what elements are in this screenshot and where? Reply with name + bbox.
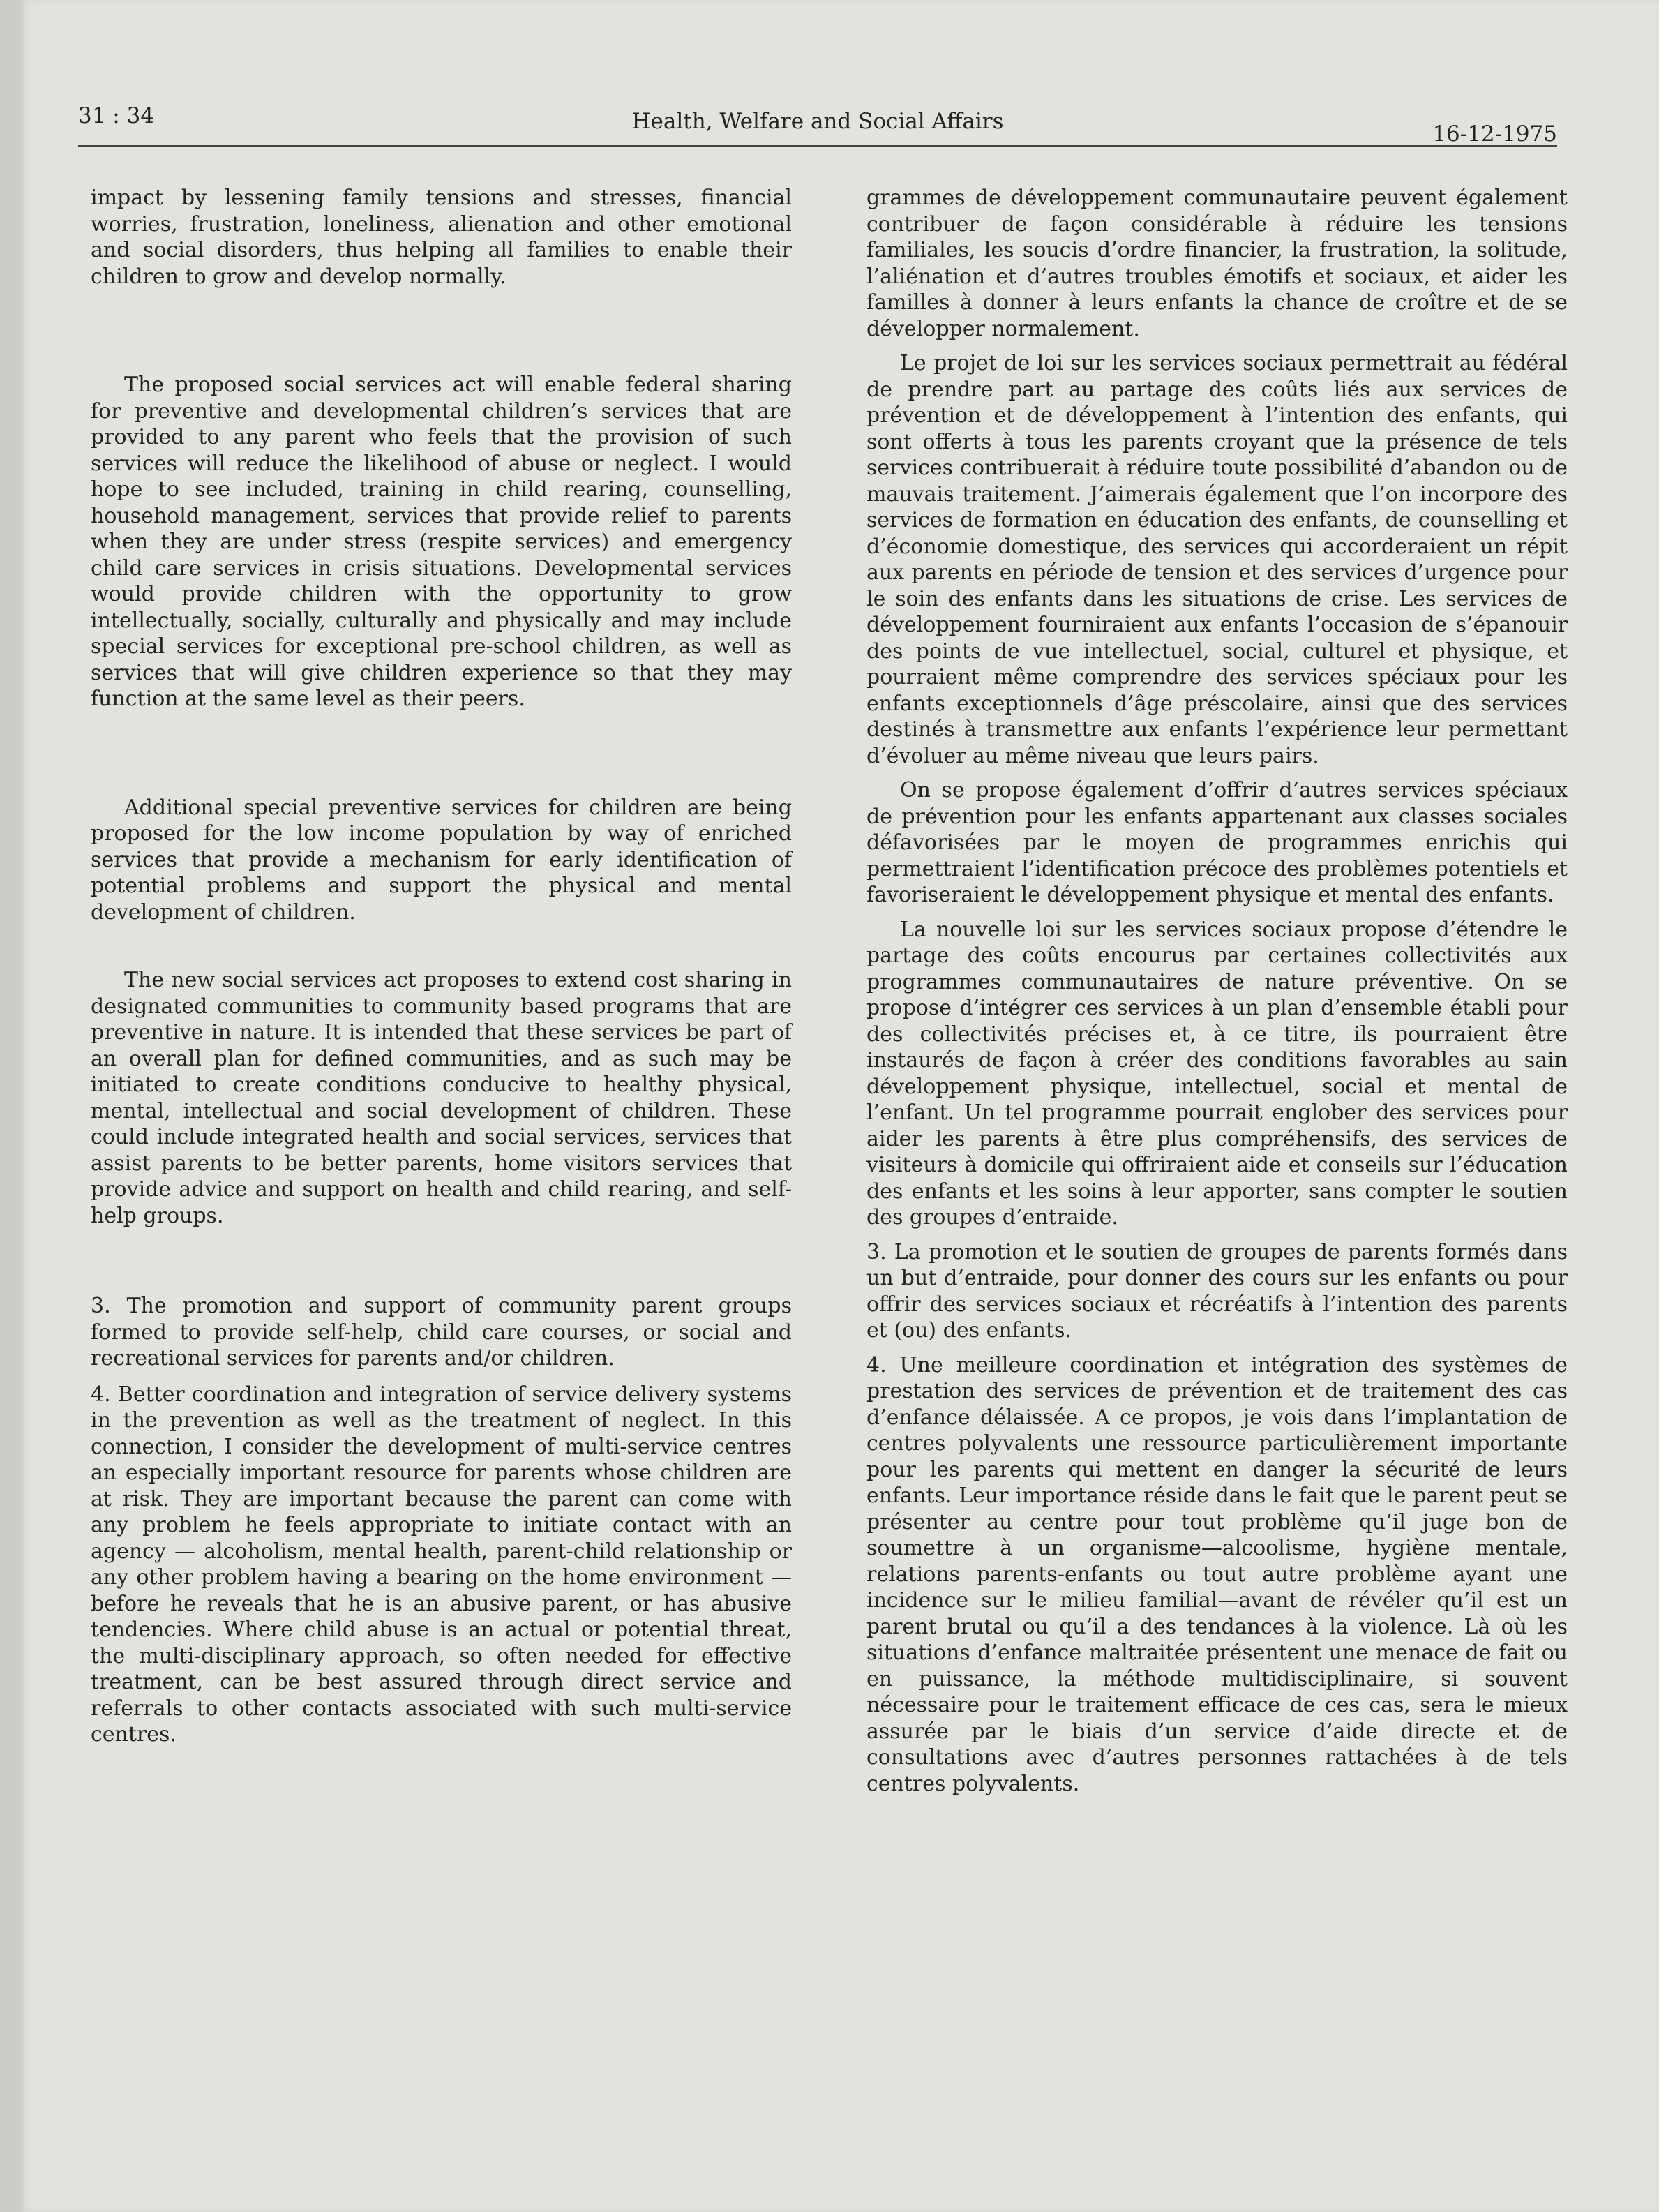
english-paragraph-4: The new social services act proposes to extend cost sharing in designated communities to community based programs that are preventive in nature. It is intended that these services be part of an overall plan for defined communities, and as such may be initiated to create conditions conducive to healthy physical, mental, intellectual and social development of children. These could include integrated health and social services, services that assist parents to be better parents, home visitors services that provide advice and support on health and child rearing, and self-help groups. — [91, 968, 792, 1228]
running-title: Health, Welfare and Social Affairs — [631, 109, 1004, 134]
english-column — [91, 185, 792, 1748]
page-date: 16-12-1975 — [1432, 121, 1557, 147]
french-paragraph-1: grammes de développement communautaire peuvent également contribuer de façon considérable à réduire les tensions familiales, les soucis d’ordre financier, la frustration, la solitude, l’aliénation et d’autres troubles émotifs et sociaux, et aider les familles à donner à leurs enfants la chance de croître et de se développer normalement. — [866, 186, 1568, 341]
french-paragraph-3: On se propose également d’offrir d’autres services spéciaux de prévention pour les enfants appartenant aux classes sociales défavorisées par le moyen de programmes enrichis qui permettraient l’identification précoce des problèmes potentiels et favoriseraient le développement physique et mental des enfants. — [866, 778, 1568, 907]
english-item-3: 3. The promotion and support of community parent groups formed to provide self-help, child care courses, or social and recreational services for parents and/or children. — [91, 1294, 792, 1370]
english-item-4: 4. Better coordination and integration of service delivery systems in the prevention as well as the treatment of neglect. In this connection, I consider the development of multi-service centres an especially important resource for parents whose children are at risk. They are important because the parent can come with any problem he feels appropriate to initiate contact with an agency — alcoholism, mental health, parent-child relationship or any other problem having a bearing on the home environment — before he reveals that he is an abusive parent, or has abusive tendencies. Where child abuse is an actual or potential threat, the multi-disciplinary approach, so often needed for effective treatment, can be best assured through direct service and referrals to other contacts associated with such multi-service centres. — [91, 1382, 792, 1747]
french-paragraph-2: Le projet de loi sur les services sociaux permettrait au fédéral de prendre part au partage des coûts liés aux services de prévention et de développement à l’intention des enfants, qui sont offerts à tous les parents croyant que la présence de tels services contribuerait à réduire toute possibilité d’abandon ou de mauvais traitement. J’aimerais également que l’on incorpore des services de formation en éducation des enfants, de counselling et d’économie domestique, des services qui accorderaient un répit aux parents en période de tension et des services d’urgence pour le soin des enfants dans les situations de crise. Les services de développement fourniraient aux enfants l’occasion de s’épanouir des points de vue intellectuel, social, culturel et physique, et pourraient même comprendre des services spéciaux pour les enfants exceptionnels d’âge préscolaire, ainsi que des services destinés à transmettre aux enfants l’expérience leur permettant d’évoluer au même niveau que leurs pairs. — [866, 351, 1568, 768]
french-item-3: 3. La promotion et le soutien de groupes de parents formés dans un but d’entraide, pour donner des cours sur les enfants ou pour offrir des services sociaux et récréatifs à l’intention des parents et (ou) des enfants. — [866, 1239, 1568, 1343]
english-paragraph-3: Additional special preventive services for children are being proposed for the low income population by way of enriched services that provide a mechanism for early identification of potential problems and support the physical and mental development of children. — [91, 795, 792, 925]
page-number: 31 : 34 — [78, 103, 155, 128]
french-item-4: 4. Une meilleure coordination et intégration des systèmes de prestation des services de prévention et de traitement des cas d’enfance délaissée. A ce propos, je vois dans l’implantation de centres polyvalents une ressource particulièrement importante pour les parents qui mettent en danger la sécurité de leurs enfants. Leur importance réside dans le fait que le parent peut se présenter au centre pour tout problème qu’il juge bon de soumettre à un organisme—alcoolisme, hygiène mentale, relations parents-enfants ou tout autre problème ayant une incidence sur le milieu familial—avant de révéler qu’il est un parent brutal ou qu’il a des tendances à la violence. Là où les situations d’enfance maltraitée présentent une menace de fait ou en puissance, la méthode multidisciplinaire, si souvent nécessaire pour le traitement efficace de ces cas, sera le mieux assurée par le biais d’un service d’aide directe et de consultations avec d’autres personnes rattachées à de tels centres polyvalents. — [866, 1352, 1568, 1796]
french-column — [866, 185, 1568, 1797]
document-page — [21, 0, 1659, 2212]
page-header — [78, 103, 1557, 147]
english-paragraph-1: impact by lessening family tensions and stresses, financial worries, frustration, loneliness, alienation and other emotional and social disorders, thus helping all families to enable their children to grow and develop normally. — [91, 186, 792, 289]
french-paragraph-4: La nouvelle loi sur les services sociaux propose d’étendre le partage des coûts encourus par certaines collectivités aux programmes communautaires de nature préventive. On se propose d’intégrer ces services à un plan d’ensemble établi pour des collectivités précises et, à ce titre, ils pourraient être instaurés de façon à créer des conditions favorables au sain développement physique, intellectuel, social et mental de l’enfant. Un tel programme pourrait englober des services pour aider les parents à être plus compréhensifs, des services de visiteurs à domicile qui offriraient aide et conseils sur l’éducation des enfants et les soins à leur apporter, sans compter le soutien des groupes d’entraide. — [866, 917, 1568, 1230]
english-paragraph-2: The proposed social services act will enable federal sharing for preventive and developmental children’s services that are provided to any parent who feels that the provision of such services will reduce the likelihood of abuse or neglect. I would hope to see included, training in child rearing, counselling, household management, services that provide relief to parents when they are under stress (respite services) and emergency child care services in crisis situations. Developmental services would provide children with the opportunity to grow intellectually, socially, culturally and physically and may include special services for exceptional pre-school children, as well as services that will give children experience so that they may function at the same level as their peers. — [91, 373, 792, 711]
